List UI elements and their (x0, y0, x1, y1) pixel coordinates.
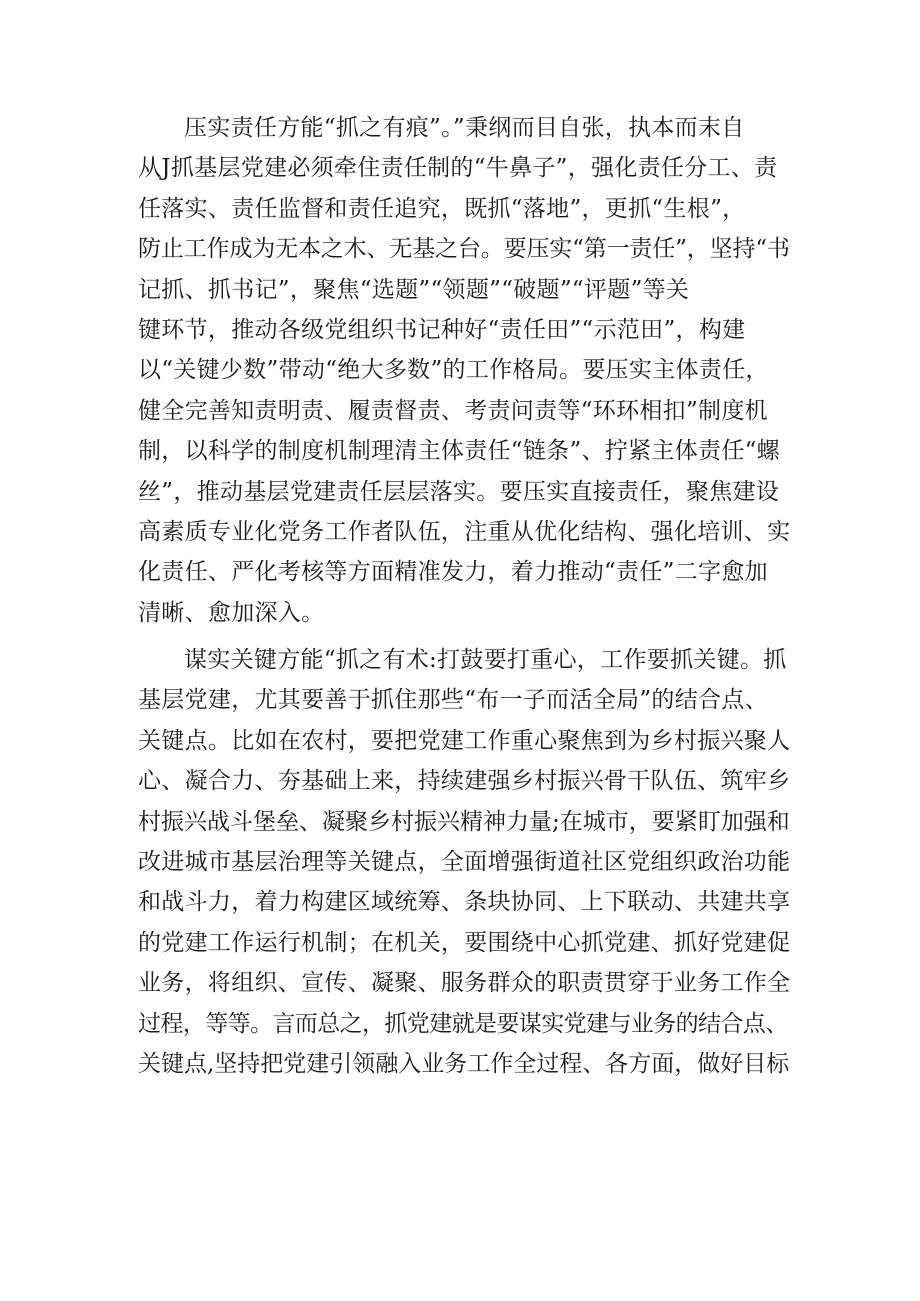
document-body (138, 108, 790, 1084)
text-line: 关键点,坚持把党建引领融入业务工作全过程、各方面，做好目标 (138, 1050, 790, 1077)
text-line: 记抓、抓书记”，聚焦“选题”“领题”“破题”“评题”等关 (138, 276, 690, 303)
text-line: 任落实、责任监督和责任追究，既抓“落地”，更抓“生根”， (138, 195, 746, 222)
text-line: 村振兴战斗堡垒、凝聚乡村振兴精神力量;在城市，要紧盯加强和 (138, 808, 790, 835)
paragraph-key-points (138, 640, 790, 1084)
text-line: 和战斗力，着力构建区域统筹、条块协同、上下联动、共建共享 (138, 889, 790, 916)
paragraph-responsibility (138, 108, 790, 633)
text-line: 关键点。比如在农村，要把党建工作重心聚焦到为乡村振兴聚人 (138, 727, 790, 754)
text-line: 以“关键少数”带动“绝大多数”的工作格局。要压实主体责任， (138, 357, 769, 384)
text-line: 丝”，推动基层党建责任层层落实。要压实直接责任，聚焦建设 (138, 478, 780, 505)
text-line: 的党建工作运行机制；在机关，要围绕中心抓党建、抓好党建促 (138, 929, 790, 956)
text-line: 谋实关键方能“抓之有术:打鼓要打重心，工作要抓关键。抓 (184, 647, 787, 674)
text-line: 从J抓基层党建必须牵住责任制的“牛鼻子”，强化责任分工、责 (138, 155, 778, 182)
text-line: 改进城市基层治理等关键点，全面增强街道社区党组织政治功能 (138, 849, 790, 876)
text-line: 健全完善知责明责、履责督责、考责问责等“环环相扣”制度机 (138, 397, 768, 424)
text-line: 清晰、愈加深入。 (138, 599, 325, 626)
text-line: 防止工作成为无本之木、无基之台。要压实“第一责任”，坚持“书 (138, 236, 790, 263)
text-line: 业务，将组织、宣传、凝聚、服务群众的职责贯穿于业务工作全 (138, 970, 790, 997)
text-line: 化责任、严化考核等方面精准发力，着力推动“责任”二字愈加 (138, 559, 768, 586)
paragraph-gap (138, 633, 790, 640)
text-line: 过程，等等。言而总之，抓党建就是要谋实党建与业务的结合点、 (138, 1010, 788, 1037)
text-line: 高素质专业化党务工作者队伍，注重从优化结构、强化培训、实 (138, 518, 790, 545)
text-line: 基层党建，尤其要善于抓住那些“布一子而活全局”的结合点、 (138, 687, 768, 714)
text-line: 制，以科学的制度机制理清主体责任“链条”、拧紧主体责任“螺 (138, 438, 780, 465)
text-line: 心、凝合力、夯基础上来，持续建强乡村振兴骨干队伍、筑牢乡 (138, 768, 790, 795)
text-line: 压实责任方能“抓之有痕”。”秉纲而目自张，执本而末自 (184, 115, 745, 141)
text-line: 键环节，推动各级党组织书记种好“责任田”“示范田”，构建 (138, 316, 746, 343)
